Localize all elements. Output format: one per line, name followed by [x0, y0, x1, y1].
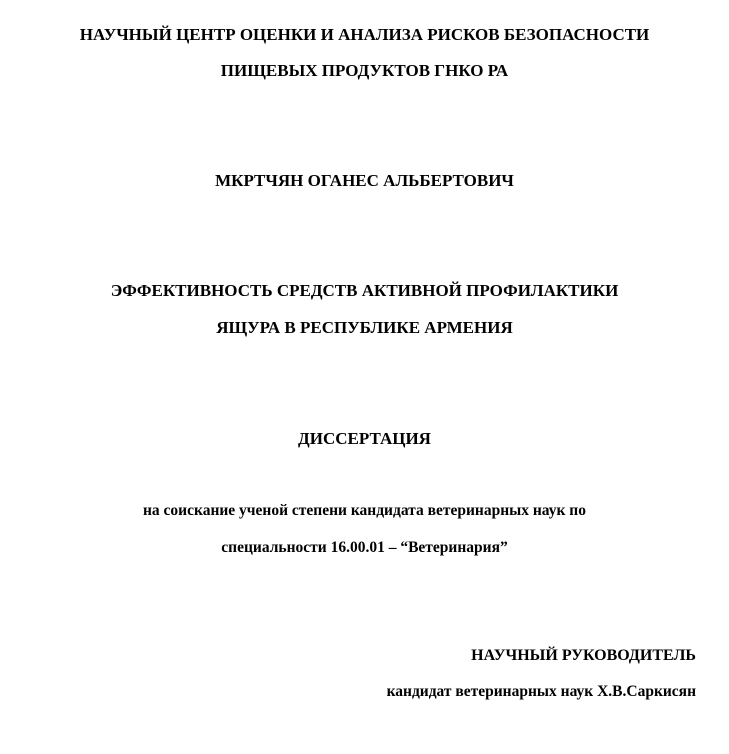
- institution-line-2: ПИЩЕВЫХ ПРОДУКТОВ ГНКО РА: [220, 61, 509, 80]
- supervisor-heading: НАУЧНЫЙ РУКОВОДИТЕЛЬ: [471, 647, 696, 664]
- thesis-title-line-2: ЯЩУРА В РЕСПУБЛИКЕ АРМЕНИЯ: [216, 318, 513, 337]
- author-name: МКРТЧЯН ОГАНЕС АЛЬБЕРТОВИЧ: [215, 171, 514, 190]
- degree-line-2: специальности 16.00.01 – “Ветеринария”: [221, 539, 508, 556]
- supervisor-name: кандидат ветеринарных наук Х.В.Саркисян: [386, 683, 696, 700]
- document-type: ДИССЕРТАЦИЯ: [298, 429, 431, 448]
- thesis-title-line-1: ЭФФЕКТИВНОСТЬ СРЕДСТВ АКТИВНОЙ ПРОФИЛАКТИКИ: [110, 281, 619, 300]
- institution-line-1: НАУЧНЫЙ ЦЕНТР ОЦЕНКИ И АНАЛИЗА РИСКОВ БЕЗОПАСНОСТИ: [79, 25, 650, 44]
- degree-line-1: на соискание ученой степени кандидата ветеринарных наук по: [143, 502, 586, 519]
